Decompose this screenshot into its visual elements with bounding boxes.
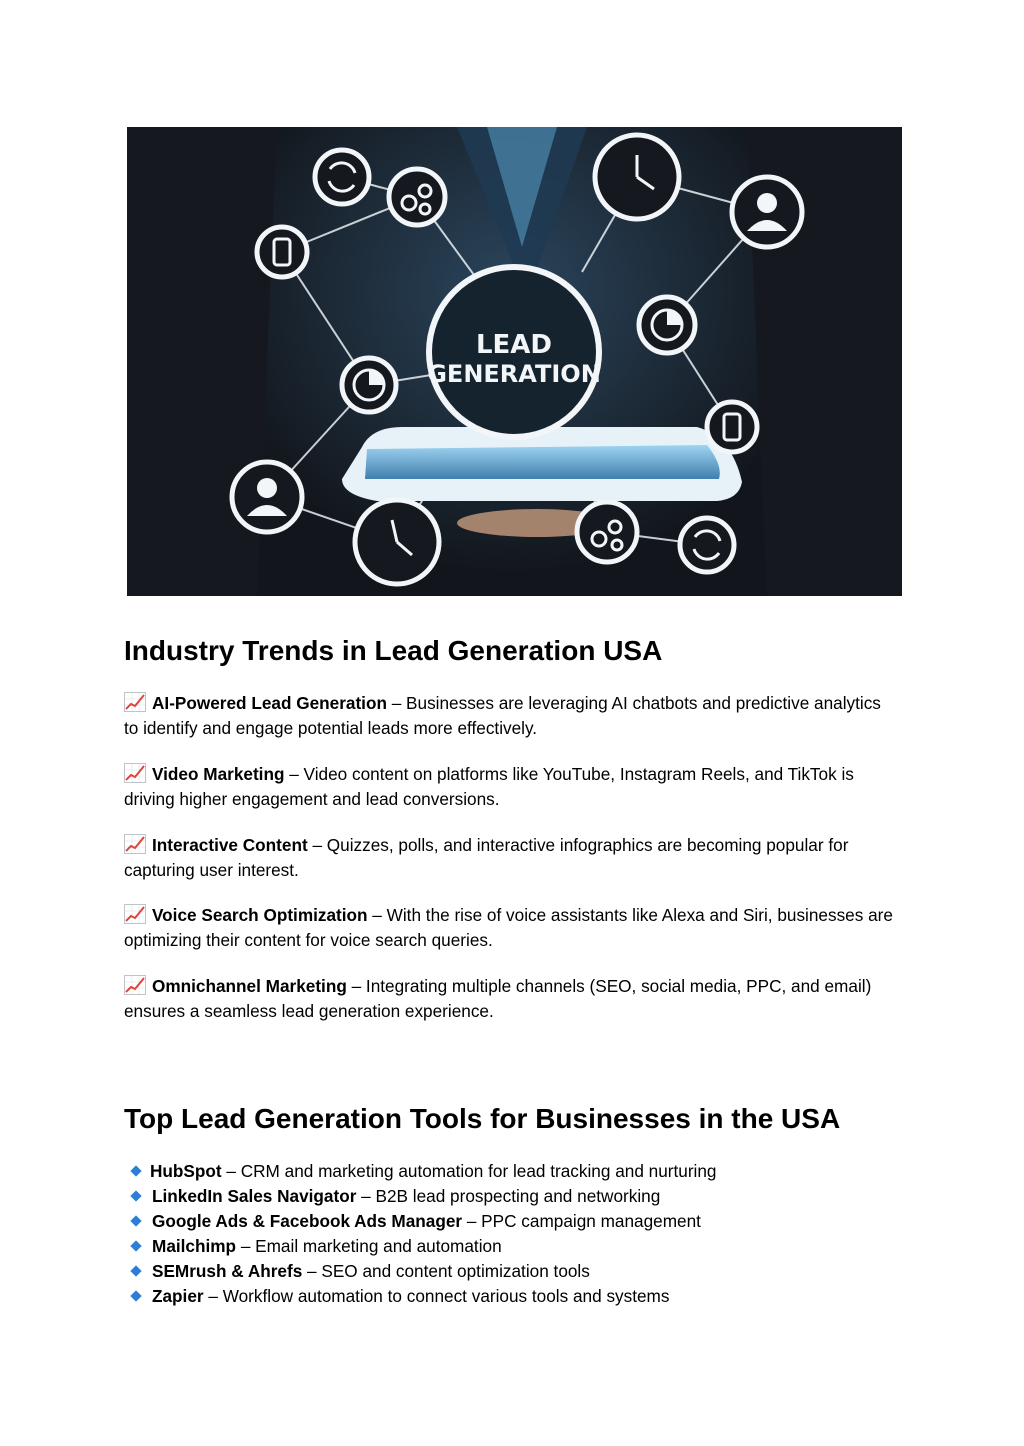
tool-description: – CRM and marketing automation for lead tracking and nurturing (221, 1161, 717, 1181)
trend-item (124, 691, 899, 741)
tool-description: – Workflow automation to connect various tools and systems (203, 1286, 670, 1306)
blue-diamond-icon (130, 1265, 141, 1276)
user-icon (757, 193, 777, 213)
trend-item (124, 903, 899, 953)
trend-item (124, 833, 899, 883)
trend-text: – Quizzes, polls, and interactive infographics are becoming popular for capturing user interest. (124, 835, 849, 880)
tool-description: – PPC campaign management (462, 1211, 701, 1231)
tool-name: SEMrush & Ahrefs (152, 1261, 303, 1281)
tool-name: HubSpot (150, 1161, 222, 1181)
chart-increasing-icon (124, 975, 146, 995)
trend-text: – Integrating multiple channels (SEO, social media, PPC, and email) ensures a seamless lead generation experience. (124, 976, 872, 1021)
tool-description: – B2B lead prospecting and networking (356, 1186, 661, 1206)
tool-name: Zapier (152, 1286, 204, 1306)
trend-text: – Businesses are leveraging AI chatbots and predictive analytics to identify and engage potential leads more effectively. (124, 693, 881, 738)
tool-name: Mailchimp (152, 1236, 237, 1256)
tool-name: LinkedIn Sales Navigator (152, 1186, 357, 1206)
refresh-node (315, 150, 369, 204)
list-item (128, 1259, 717, 1284)
center-label-line1: LEAD (475, 330, 553, 360)
blue-diamond-icon (130, 1165, 141, 1176)
list-item (128, 1184, 717, 1209)
trend-text: – Video content on platforms like YouTube, Instagram Reels, and TikTok is driving higher engagement and lead conversions. (124, 764, 854, 809)
phone-node (257, 227, 307, 277)
list-item (128, 1209, 717, 1234)
trend-title: AI-Powered Lead Generation (152, 693, 387, 713)
phone-node-right (707, 402, 757, 452)
trends-heading: Industry Trends in Lead Generation USA (124, 635, 663, 666)
hero-image (127, 127, 902, 596)
list-item (128, 1234, 717, 1259)
tablet-screen (365, 445, 720, 479)
blue-diamond-icon (130, 1190, 141, 1201)
trend-title: Voice Search Optimization (152, 905, 368, 925)
blue-diamond-icon (130, 1240, 141, 1251)
blue-diamond-icon (130, 1215, 141, 1226)
list-item (128, 1159, 717, 1184)
gears-node-bottom (577, 502, 637, 562)
lead-generation-illustration (127, 127, 902, 596)
trend-text: – With the rise of voice assistants like Alexa and Siri, businesses are optimizing their content for voice search queries. (124, 905, 893, 950)
chart-increasing-icon (124, 763, 146, 783)
user-icon (257, 478, 277, 498)
gears-node (389, 169, 445, 225)
tools-list (128, 1159, 717, 1309)
trend-title: Video Marketing (152, 764, 285, 784)
trend-title: Interactive Content (152, 835, 308, 855)
chart-increasing-icon (124, 904, 146, 924)
list-item (128, 1284, 717, 1309)
tool-name: Google Ads & Facebook Ads Manager (152, 1211, 463, 1231)
trend-title: Omnichannel Marketing (152, 976, 347, 996)
tool-description: – Email marketing and automation (236, 1236, 502, 1256)
tool-description: – SEO and content optimization tools (302, 1261, 590, 1281)
blue-diamond-icon (130, 1290, 141, 1301)
chart-increasing-icon (124, 834, 146, 854)
refresh-node-right (680, 518, 734, 572)
center-label-line2: GENERATION (427, 360, 601, 388)
tools-heading: Top Lead Generation Tools for Businesses in the USA (124, 1103, 841, 1134)
chart-increasing-icon (124, 692, 146, 712)
trend-item (124, 762, 899, 812)
trend-item (124, 974, 899, 1024)
